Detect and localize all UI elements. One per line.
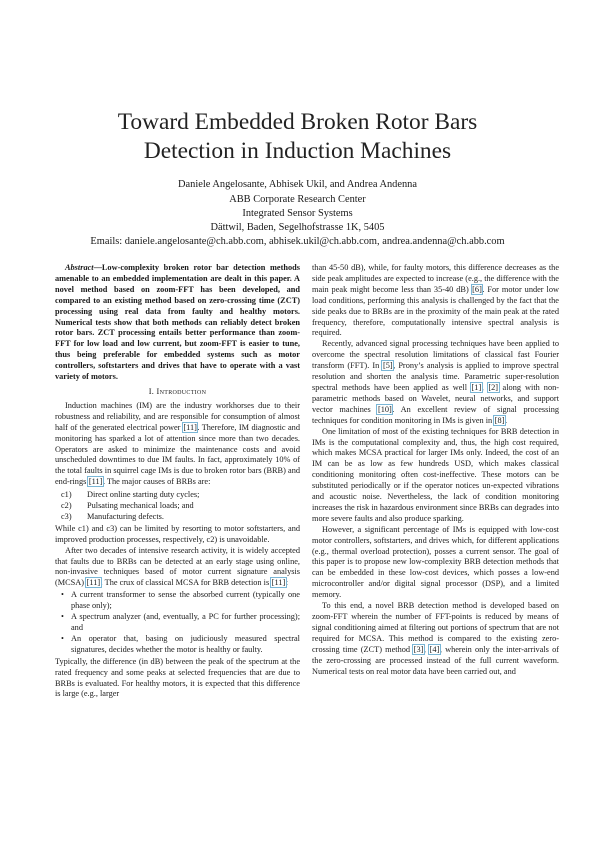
abstract-label: Abstract bbox=[65, 263, 94, 272]
text-run: Recently, advanced signal processing techniques have been applied to overcome the spectral resolution limitations of classical fast Fourier transform (FFT). In bbox=[312, 339, 559, 371]
citation-link[interactable]: [6] bbox=[472, 284, 482, 294]
author-organization: ABB Corporate Research Center bbox=[229, 194, 366, 205]
intro-paragraph-2: While c1) and c3) can be limited by resorting to motor softstarters, and improved production processes, respectively, c2) is unavoidable. bbox=[55, 523, 300, 544]
text-run: , wherein only the inter-arrivals of the zero-crossing are processed instead of the full current waveform. Numerical tests on real motor data have been carried out, and bbox=[312, 644, 560, 676]
text-run: along with non-parametric methods based on Wavelet, neural networks, and support vector machines bbox=[312, 382, 560, 414]
list-item bbox=[55, 512, 300, 523]
list-item bbox=[55, 501, 300, 512]
intro-paragraph-6 bbox=[312, 339, 559, 426]
text-run: Induction machines (IM) are the industry workhorses due to their robustness and reliability, and are responsible for consumption of almost half of the generated electrical power bbox=[55, 400, 300, 432]
paper-title bbox=[0, 108, 595, 166]
citation-link[interactable]: [11] bbox=[271, 578, 286, 588]
text-run: . Therefore, IM diagnostic and monitoring has sparked a lot of attention since more than two decades. Operators are asked to minimize the maintenance costs and avoid unscheduled downtimes to due IM faults. In fact, approximately 10% of the total faults in squirrel cage IMs is due to broken rotor bars (BRB) and end-rings bbox=[55, 422, 300, 487]
mcsa-components-list bbox=[55, 590, 300, 655]
citation-link[interactable]: [4] bbox=[429, 644, 440, 654]
text-run: After two decades of intensive research activity, it is widely accepted that faults due to BRBs can be detected at an early stage using online, non-invasive techniques based of motor current signature analysis (MCSA) bbox=[55, 545, 300, 588]
title-line-1: Toward Embedded Broken Rotor Bars bbox=[117, 109, 478, 135]
citation-link[interactable]: [11] bbox=[88, 477, 103, 487]
bullet-item: • A spectrum analyzer (and, eventually, a PC for further processing); and bbox=[55, 612, 300, 634]
bullet-item: • An operator that, basing on judiciously measured spectral signatures, decides whether the motor is healthy or faulty. bbox=[55, 634, 300, 656]
list-item-text: Direct online starting duty cycles; bbox=[87, 490, 200, 500]
causes-list bbox=[55, 490, 300, 523]
text-run: . The major causes of BRBs are: bbox=[102, 477, 211, 487]
section-number: I. bbox=[148, 386, 155, 396]
bullet-item: • A current transformer to sense the absorbed current (typically one phase only); bbox=[55, 590, 300, 612]
intro-paragraph-7: One limitation of most of the existing techniques for BRB detection in IMs is the computational complexity and, thus, the high cost required, which makes MCSA practical for larger IMs only. Indeed, the cost of an IM can be as low as few hundreds USD, which makes classical conditioning monitoring often cost-ineffective. These motors can be substituted periodically or if the operator notices un-expected vibrations and acoustic noise. Nevertheless, the lack of condition monitoring increases the risk in hazardous environment since BRBs can degrades into more severe faults and also produce sparking. bbox=[312, 426, 559, 523]
text-run: , bbox=[423, 644, 430, 654]
citation-link[interactable]: [5] bbox=[382, 361, 393, 371]
author-names: Daniele Angelosante, Abhisek Ukil, and Andrea Andenna bbox=[178, 179, 417, 190]
list-item-text: Pulsating mechanical loads; and bbox=[87, 501, 194, 511]
citation-link[interactable]: [8] bbox=[494, 415, 505, 425]
left-column bbox=[55, 263, 300, 700]
text-run: , Prony’s analysis is applied to improve spectral resolution and shorten the analysis time. Parametric super-resolution spectral methods have been applied as well bbox=[312, 361, 559, 392]
text-run: . bbox=[504, 415, 508, 425]
citation-link[interactable]: [10] bbox=[377, 404, 392, 414]
section-title: Introduction bbox=[156, 386, 207, 396]
abstract-text: —Low-complexity broken rotor bar detection methods amenable to an embedded implementation are dealt in this paper. A novel method based on zoom-FFT has been developed, and compared to an existing method based on zero-crossing time (ZCT) processing using real data from faulty and healthy motors. Numerical tests show that both methods can reliably detect broken rotor bars. ZCT processing entails better performance than zoom-FFT for low load and low current, but zoom-FFT is easier to tune, thus being preferable for embedded systems such as motor controllers, softstarters and drives that have to operate with a vast variety of motors. bbox=[55, 263, 300, 382]
author-address: Dättwil, Baden, Segelhofstrasse 1K, 5405 bbox=[210, 222, 385, 233]
title-line-2: Detection in Induction Machines bbox=[143, 138, 452, 164]
intro-paragraph-9 bbox=[312, 601, 559, 677]
section-heading-introduction bbox=[55, 387, 300, 398]
text-run: , bbox=[481, 382, 488, 392]
text-run: : bbox=[285, 578, 289, 588]
citation-link[interactable]: [11] bbox=[183, 422, 197, 432]
intro-paragraph-8: However, a significant percentage of IMs is equipped with low-cost motor controllers, softstarters, and drives which, for different applications (e.g., thermal overload protection), posses a current sensor. The goal of this paper is to propose new low-complexity BRB detection methods that can be embedded in these low-cost devices, which posses a low-end microcontroller and/or digital signal processor (DSP), and a limited memory. bbox=[312, 524, 559, 600]
list-item bbox=[55, 490, 300, 501]
author-block bbox=[0, 178, 595, 249]
citation-link[interactable]: [11] bbox=[86, 578, 101, 588]
text-run: . The crux of classical MCSA for BRB detection is bbox=[100, 578, 272, 588]
intro-paragraph-3 bbox=[55, 546, 300, 590]
list-item-text: Manufacturing defects. bbox=[87, 511, 164, 521]
list-item-label: c2) bbox=[61, 501, 72, 511]
text-run: . An excellent review of signal processing techniques for condition monitoring in IMs is given in bbox=[312, 404, 559, 425]
right-column bbox=[312, 263, 559, 677]
citation-link[interactable]: [3] bbox=[413, 644, 424, 654]
list-item-label: c3) bbox=[61, 511, 72, 521]
abstract bbox=[55, 263, 300, 383]
list-item-label: c1) bbox=[61, 490, 72, 500]
text-run: To this end, a novel BRB detection method is developed based on zoom-FFT wherein the number of FFT-points is reduced by means of signal conditioning aimed at filtering out portions of spectrum that are not required for MCSA. This method is compared to the existing zero-crossing time (ZCT) method bbox=[312, 601, 559, 654]
author-department: Integrated Sensor Systems bbox=[242, 208, 353, 219]
text-run: . For motor under low load conditions, performing this analysis is challenged by the fact that the side peaks due to BRBs are in the proximity of the main peak at the rated frequency, therefore, computationally intensive spectral analysis is required. bbox=[312, 284, 559, 338]
intro-paragraph-4: Typically, the difference (in dB) between the peak of the spectrum at the rated frequency and some peaks at selected frequencies that are due to BRBs is evaluated. For healthy motors, it is expected that this difference is large (e.g., larger bbox=[55, 656, 300, 699]
text-run: than 45-50 dB), while, for faulty motors, this difference decreases as the side peak amplitudes are expected to increase (e.g., the difference with the main peak might become less than 35-40 dB) bbox=[312, 263, 559, 294]
citation-link[interactable]: [2] bbox=[488, 382, 499, 392]
citation-link[interactable]: [1] bbox=[471, 382, 482, 392]
intro-paragraph-5 bbox=[312, 263, 559, 339]
author-emails: Emails: daniele.angelosante@ch.abb.com, abhisek.ukil@ch.abb.com, andrea.andenna@ch.abb.com bbox=[90, 236, 505, 247]
intro-paragraph-1 bbox=[55, 401, 300, 488]
